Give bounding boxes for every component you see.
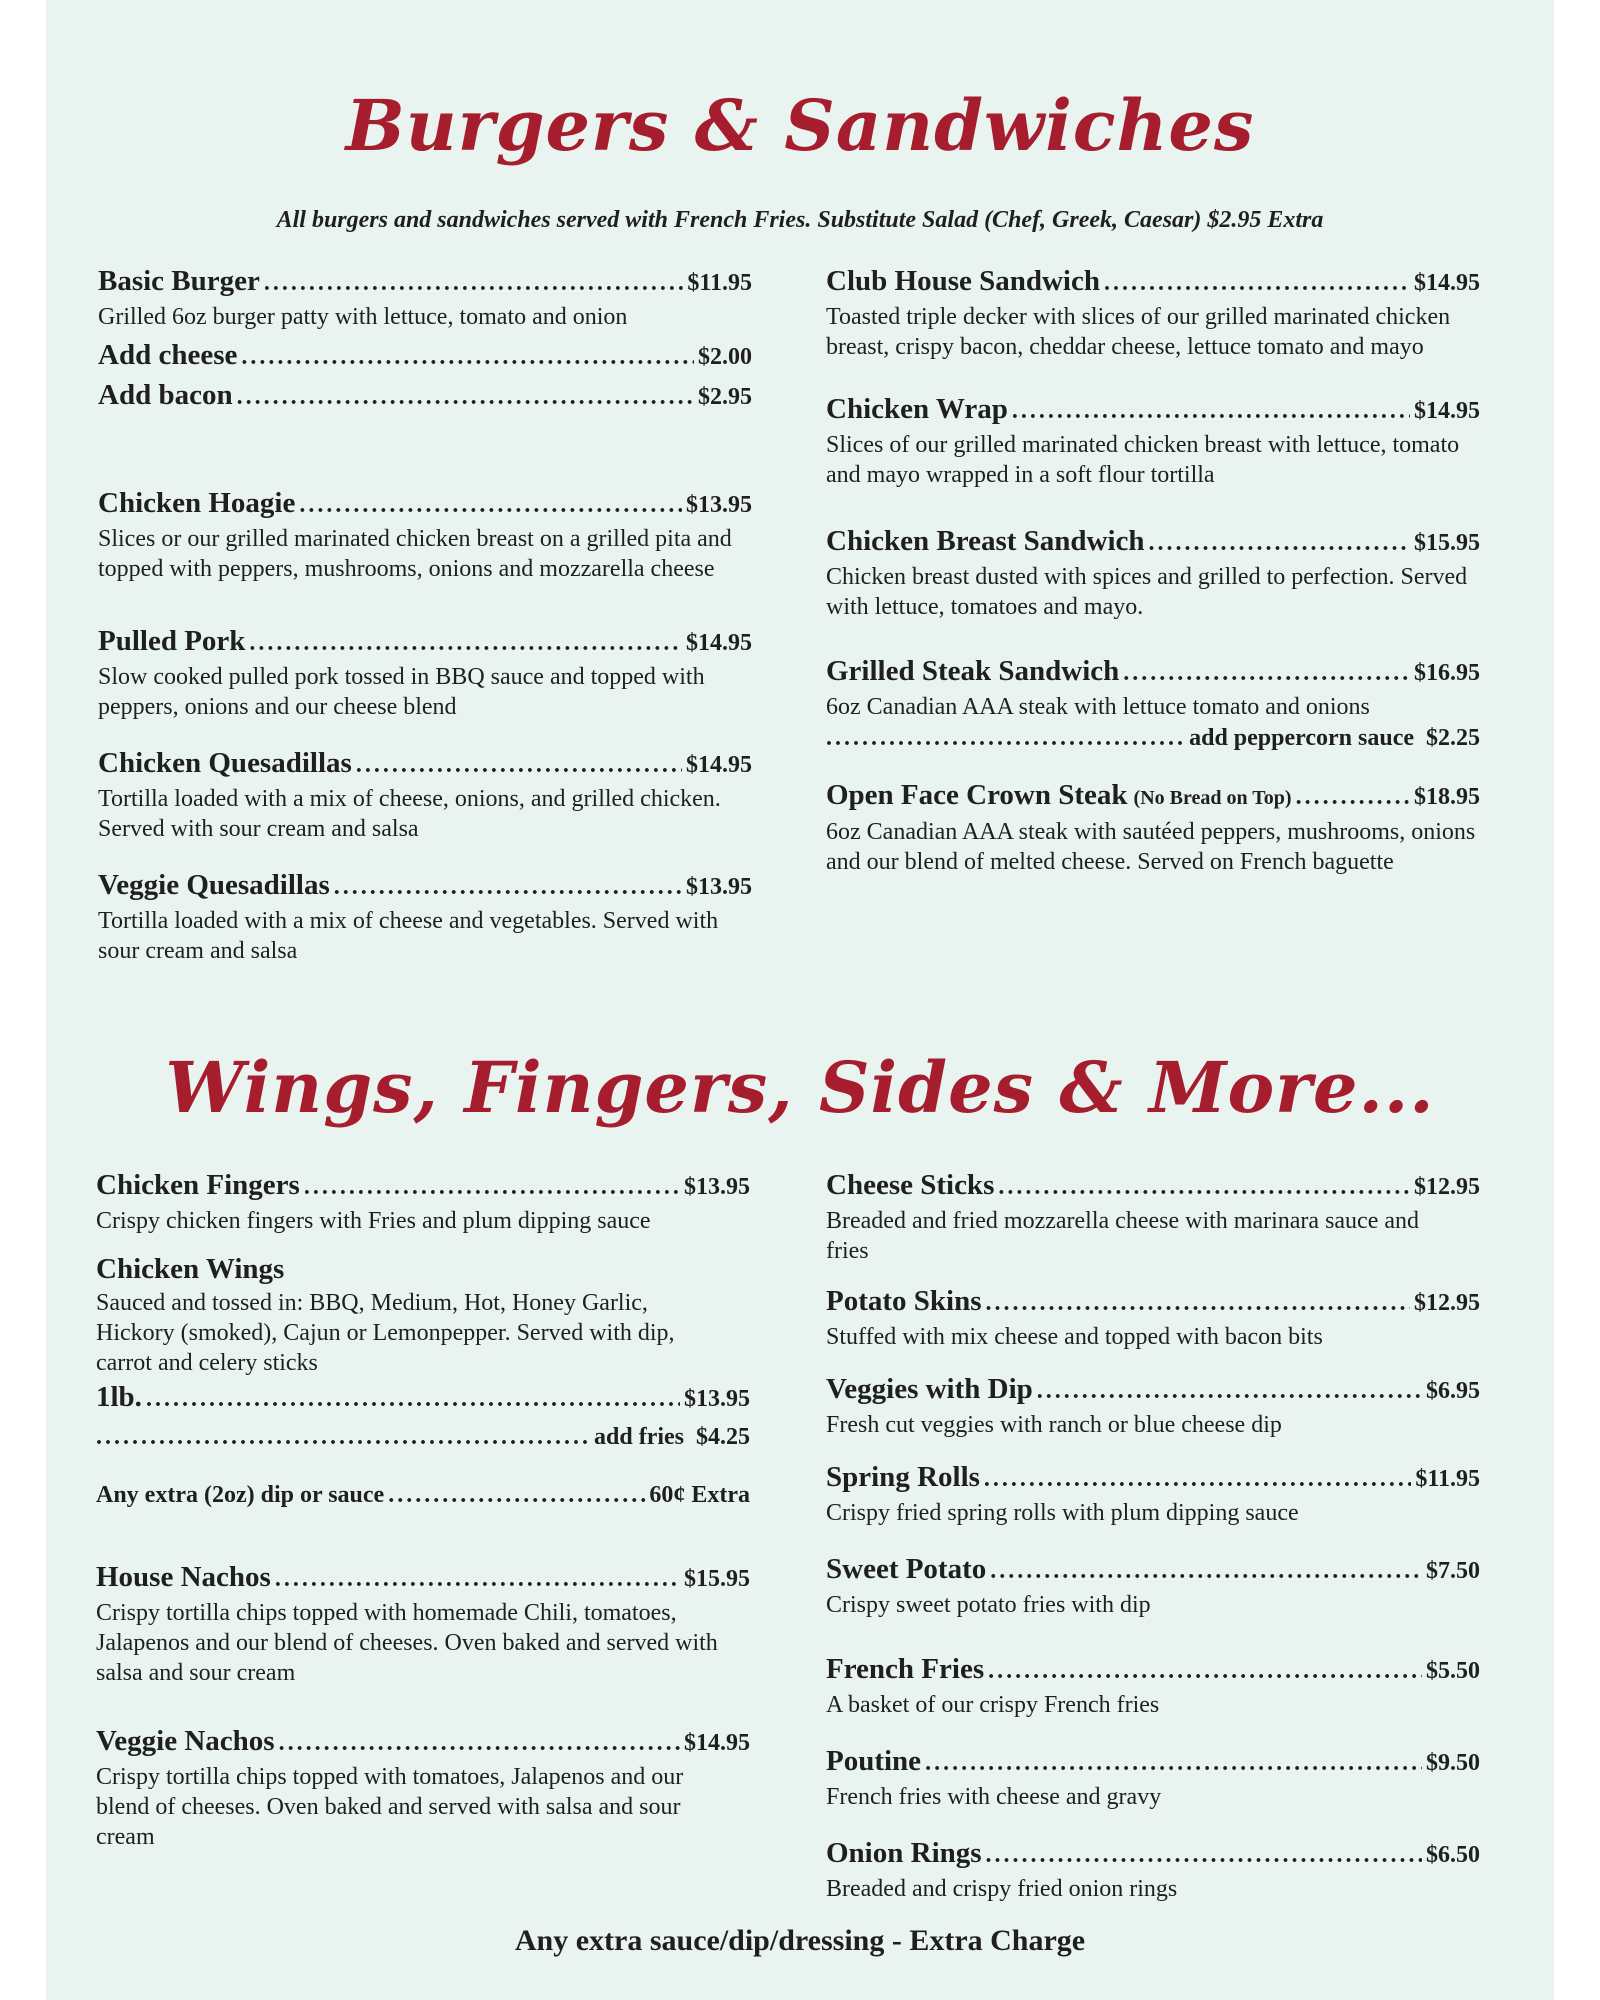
item-description: 6oz Canadian AAA steak with sautéed peppers, mushrooms, onions and our blend of melted cheese. Served on French baguette	[826, 819, 1476, 875]
item-name: Club House Sandwich	[826, 265, 1100, 297]
item-description: Crispy tortilla chips topped with homemade Chili, tomatoes, Jalapenos and our blend of cheeses. Oven baked and served with salsa and sour cream	[96, 1600, 718, 1686]
leader-dots	[986, 1836, 1422, 1874]
leader-dots	[1104, 264, 1410, 302]
item-description: A basket of our crispy French fries	[826, 1692, 1160, 1718]
item-name: Onion Rings	[826, 1837, 982, 1869]
item-price: $5.50	[1426, 1658, 1480, 1684]
item-size: 1lb.	[96, 1381, 142, 1413]
leader-dots	[249, 624, 682, 662]
leader-dots	[1037, 1372, 1422, 1410]
item-description: Breaded and fried mozzarella cheese with marinara sauce and fries	[826, 1208, 1420, 1264]
item-price: $14.95	[686, 630, 752, 656]
leader-dots	[304, 1168, 680, 1206]
item-name: Chicken Wings	[96, 1253, 285, 1285]
item-description: Crispy tortilla chips topped with tomatoes, Jalapenos and our blend of cheeses. Oven baked and served with salsa and sour cream	[96, 1764, 684, 1850]
item-description: 6oz Canadian AAA steak with lettuce tomato and onions	[826, 694, 1370, 720]
burgers-left-column	[98, 262, 752, 996]
item-name: Chicken Hoagie	[98, 487, 296, 519]
menu-item	[826, 390, 1480, 490]
item-price: $6.50	[1426, 1842, 1480, 1868]
item-name: French Fries	[826, 1653, 985, 1685]
item-description: French fries with cheese and gravy	[826, 1784, 1162, 1810]
leader-dots	[264, 264, 683, 302]
menu-item	[96, 1722, 750, 1852]
item-name: Sweet Potato	[826, 1553, 987, 1585]
item-price: $18.95	[1414, 784, 1480, 810]
leader-dots	[998, 1168, 1410, 1206]
item-note: (No Bread on Top)	[1133, 787, 1292, 809]
burgers-title: Burgers & Sandwiches	[345, 84, 1255, 167]
menu-item	[98, 622, 752, 722]
leader-dots	[984, 1460, 1411, 1498]
menu-item	[826, 1742, 1480, 1812]
item-description: Slow cooked pulled pork tossed in BBQ sauce and topped with peppers, onions and our cheese blend	[98, 664, 705, 720]
item-description: Crispy chicken fingers with Fries and plum dipping sauce	[96, 1208, 651, 1234]
menu-item	[96, 1558, 750, 1688]
leader-dots	[1123, 654, 1410, 692]
item-description: Breaded and crispy fried onion rings	[826, 1876, 1178, 1902]
item-description: Toasted triple decker with slices of our grilled marinated chicken breast, crispy bacon, cheddar cheese, lettuce tomato and mayo	[826, 304, 1451, 360]
menu-item	[826, 1650, 1480, 1720]
item-description: Tortilla loaded with a mix of cheese, onions, and grilled chicken. Served with sour cream and salsa	[98, 786, 721, 842]
item-description: Sauced and tossed in: BBQ, Medium, Hot, Honey Garlic, Hickory (smoked), Cajun or Lemonpepper. Served with dip, carrot and celery sticks	[96, 1290, 675, 1376]
menu-item	[826, 262, 1480, 362]
item-price: $12.95	[1414, 1174, 1480, 1200]
item-name: Grilled Steak Sandwich	[826, 655, 1120, 687]
item-price: $13.95	[684, 1174, 750, 1200]
menu-item	[98, 262, 752, 332]
item-name: Basic Burger	[98, 265, 260, 297]
item-name: Add cheese	[98, 339, 238, 371]
wings-left-column	[96, 1166, 750, 1882]
leader-dots	[356, 746, 682, 784]
menu-item	[826, 1282, 1480, 1352]
item-price: $14.95	[684, 1730, 750, 1756]
burgers-right-column	[826, 262, 1480, 907]
footer-note: Any extra sauce/dip/dressing - Extra Charge	[514, 1924, 1086, 1957]
item-description: Crispy sweet potato fries with dip	[826, 1592, 1151, 1618]
item-price: $13.95	[686, 874, 752, 900]
leader-dots	[275, 1560, 680, 1598]
menu-addon	[98, 376, 752, 416]
leader-dots	[990, 1552, 1422, 1590]
item-name: Chicken Fingers	[96, 1169, 300, 1201]
item-name: Spring Rolls	[826, 1461, 980, 1493]
item-price: $13.95	[684, 1386, 750, 1412]
leader-dots	[279, 1724, 680, 1762]
leader-dots	[146, 1380, 680, 1418]
item-name: Chicken Breast Sandwich	[826, 525, 1145, 557]
item-price: $9.50	[1426, 1750, 1480, 1776]
item-price: $2.00	[698, 344, 752, 370]
burgers-subtitle: All burgers and sandwiches served with French Fries. Substitute Salad (Chef, Greek, Caesar) $2.95 Extra	[276, 207, 1324, 233]
menu-item	[96, 1476, 750, 1514]
addon-label: add fries	[594, 1424, 684, 1450]
leader-dots	[988, 1652, 1422, 1690]
menu-item	[826, 652, 1480, 754]
leader-dots	[388, 1476, 645, 1514]
menu-item	[826, 1550, 1480, 1620]
item-price: $2.95	[698, 384, 752, 410]
menu-item	[98, 744, 752, 844]
item-price: 60¢ Extra	[649, 1482, 750, 1508]
item-name: House Nachos	[96, 1561, 271, 1593]
leader-dots	[299, 486, 682, 524]
leader-dots	[826, 722, 1185, 754]
item-description: Grilled 6oz burger patty with lettuce, tomato and onion	[98, 304, 628, 330]
item-name: Add bacon	[98, 379, 233, 411]
menu-item	[96, 1250, 750, 1456]
item-price: $6.95	[1426, 1378, 1480, 1404]
item-description: Stuffed with mix cheese and topped with bacon bits	[826, 1324, 1323, 1350]
item-name: Poutine	[826, 1745, 922, 1777]
leader-dots	[96, 1418, 590, 1456]
item-price: $16.95	[1414, 660, 1480, 686]
item-name: Veggies with Dip	[826, 1373, 1033, 1405]
leader-dots	[1296, 778, 1410, 816]
leader-dots	[1149, 524, 1410, 562]
item-name: Chicken Wrap	[826, 393, 1008, 425]
menu-item	[98, 484, 752, 584]
wings-title: Wings, Fingers, Sides & More...	[165, 1046, 1435, 1129]
menu-item	[826, 1834, 1480, 1904]
item-name: Cheese Sticks	[826, 1169, 995, 1201]
menu-item	[826, 1458, 1480, 1528]
item-name: Open Face Crown Steak	[826, 779, 1128, 811]
leader-dots	[334, 868, 682, 906]
item-price: $13.95	[686, 492, 752, 518]
leader-dots	[1012, 392, 1410, 430]
item-price: $7.50	[1426, 1558, 1480, 1584]
menu-item	[98, 866, 752, 966]
menu-addon	[98, 336, 752, 376]
item-description: Tortilla loaded with a mix of cheese and vegetables. Served with sour cream and salsa	[98, 908, 719, 964]
item-price: $12.95	[1414, 1290, 1480, 1316]
item-name: Pulled Pork	[98, 625, 246, 657]
addon-price: $2.25	[1426, 725, 1480, 751]
leader-dots	[925, 1744, 1422, 1782]
leader-dots	[986, 1284, 1410, 1322]
menu-item	[826, 1370, 1480, 1440]
item-price: $14.95	[1414, 270, 1480, 296]
item-price: $14.95	[1414, 398, 1480, 424]
item-price: $11.95	[1415, 1466, 1480, 1492]
leader-dots	[241, 338, 694, 376]
menu-page	[46, 0, 1554, 2000]
item-price: $15.95	[1414, 530, 1480, 556]
menu-item	[826, 1166, 1480, 1266]
item-description: Fresh cut veggies with ranch or blue cheese dip	[826, 1412, 1282, 1438]
item-description: Chicken breast dusted with spices and grilled to perfection. Served with lettuce, tomatoes and mayo.	[826, 564, 1468, 620]
item-name: Any extra (2oz) dip or sauce	[96, 1482, 385, 1508]
menu-item	[96, 1166, 750, 1236]
menu-item	[826, 776, 1480, 877]
item-name: Chicken Quesadillas	[98, 747, 352, 779]
menu-item	[826, 522, 1480, 622]
item-price: $11.95	[687, 270, 752, 296]
item-description: Slices of our grilled marinated chicken breast with lettuce, tomato and mayo wrapped in a soft flour tortilla	[826, 432, 1460, 488]
item-description: Slices or our grilled marinated chicken breast on a grilled pita and topped with peppers, mushrooms, onions and mozzarella cheese	[98, 526, 732, 582]
wings-right-column	[826, 1166, 1480, 1934]
item-name: Veggie Nachos	[96, 1725, 275, 1757]
item-price: $14.95	[686, 752, 752, 778]
addon-label: add peppercorn sauce	[1189, 725, 1414, 751]
item-name: Potato Skins	[826, 1285, 982, 1317]
leader-dots	[237, 378, 694, 416]
item-price: $15.95	[684, 1566, 750, 1592]
item-name: Veggie Quesadillas	[98, 869, 330, 901]
addon-price: $4.25	[696, 1424, 750, 1450]
item-description: Crispy fried spring rolls with plum dipping sauce	[826, 1500, 1299, 1526]
